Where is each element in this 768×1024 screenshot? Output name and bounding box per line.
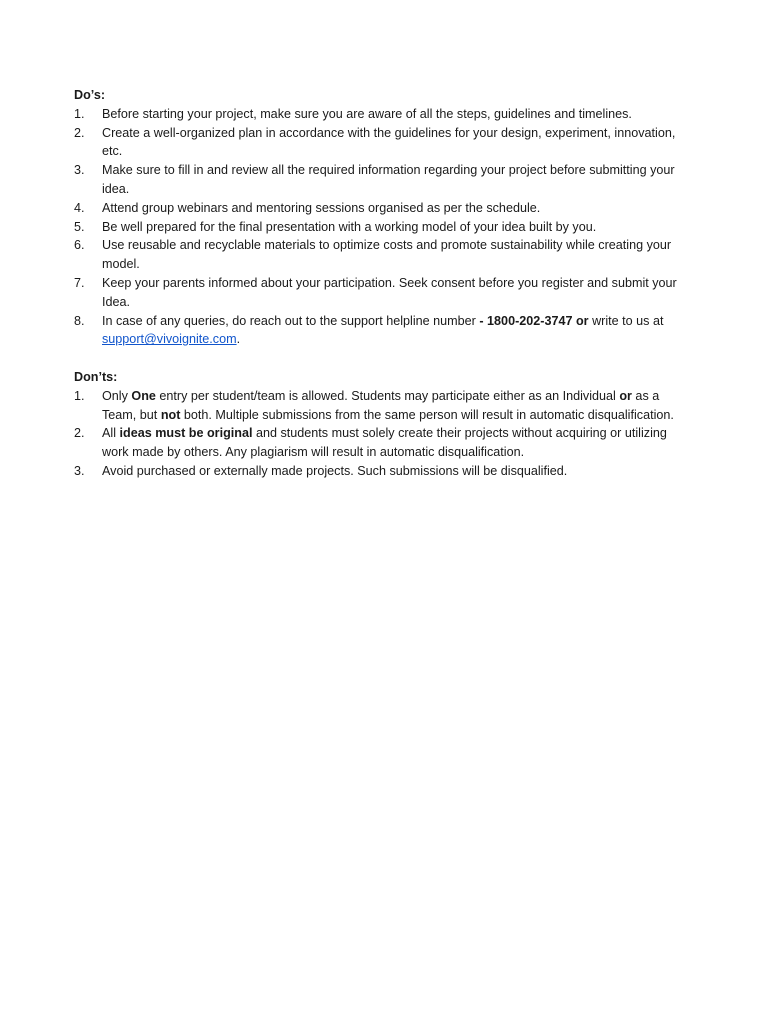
list-item (74, 161, 678, 199)
list-item (74, 312, 678, 350)
item-number: 7. (74, 275, 85, 290)
item-text (102, 387, 678, 425)
item-text: Before starting your project, make sure you are aware of all the steps, guidelines and timelines. (102, 106, 632, 121)
item-text: Make sure to fill in and review all the required information regarding your project before submitting your idea. (102, 163, 675, 196)
donts-list (74, 387, 678, 481)
item-text (102, 312, 678, 350)
dos-list (74, 105, 678, 349)
dos-heading: Do’s: (74, 88, 106, 102)
list-item (74, 236, 678, 274)
list-item (74, 124, 678, 162)
list-item (74, 105, 678, 124)
item-number: 3. (74, 163, 85, 178)
item-text: Attend group webinars and mentoring sessions organised as per the schedule. (102, 200, 541, 215)
donts-heading: Don’ts: (74, 369, 118, 384)
item-text: Keep your parents informed about your participation. Seek consent before you register and submit your Idea. (102, 275, 677, 309)
text-segment: entry per student/team is allowed. Students may participate either as an Individual (155, 388, 620, 403)
item-text (102, 424, 678, 462)
item-number: 5. (74, 219, 85, 234)
bold-segment: or (619, 388, 632, 403)
bold-segment: not (160, 407, 181, 422)
item-number: 1. (74, 388, 85, 403)
list-item (74, 462, 678, 481)
bold-segment: One (131, 388, 156, 403)
item-number: 8. (74, 313, 85, 328)
item-text: Use reusable and recyclable materials to optimize costs and promote sustainability while creating your model. (102, 238, 672, 272)
list-item (74, 387, 678, 425)
item-number: 2. (74, 426, 85, 441)
helpline-text: In case of any queries, do reach out to the support helpline number (102, 313, 480, 328)
item-text: Avoid purchased or externally made projects. Such submissions will be disqualified. (102, 463, 568, 478)
list-item (74, 424, 678, 462)
text-segment: and students must solely create their projects without acquiring or utilizing work made by others. Any plagiarism will result in automatic disqualification. (102, 426, 667, 460)
text-segment: both. Multiple submissions from the same person will result in automatic disqualification. (180, 407, 674, 422)
item-number: 3. (74, 463, 85, 478)
text-segment: Only (102, 388, 132, 403)
item-text: Be well prepared for the final presentation with a working model of your idea built by you. (102, 219, 597, 234)
list-item (74, 218, 678, 237)
list-item (74, 199, 678, 218)
item-text: Create a well-organized plan in accordance with the guidelines for your design, experiment, innovation, etc. (102, 125, 676, 159)
list-item (74, 274, 678, 312)
helpline-number: - 1800-202-3747 or (479, 313, 589, 328)
item-number: 1. (74, 106, 85, 121)
section-spacer (74, 349, 678, 368)
write-to-us-text: write to us at (588, 313, 664, 328)
document-page (74, 86, 678, 481)
text-segment: All (102, 426, 120, 441)
item-number: 4. (74, 200, 85, 215)
period-text: . (236, 332, 241, 347)
support-email-link[interactable]: support@vivoignite.com (102, 332, 237, 347)
bold-segment: ideas must be original (119, 426, 253, 441)
text-segment: as a Team, but (102, 388, 660, 422)
item-number: 2. (74, 125, 85, 140)
item-number: 6. (74, 238, 85, 253)
